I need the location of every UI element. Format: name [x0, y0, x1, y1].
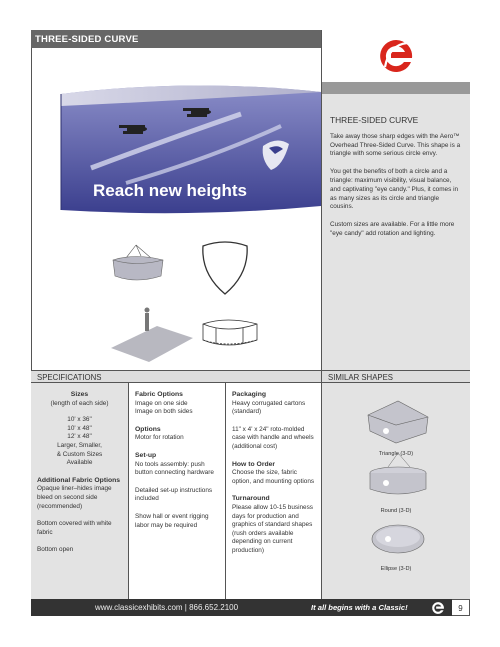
setup-text: No tools assembly: push button connecting hardware — [135, 460, 214, 477]
banner-text: Reach new heights — [93, 181, 247, 200]
additional-fabric-title: Additional Fabric Options — [37, 476, 121, 484]
scale-figure-thumbnail — [111, 308, 193, 363]
logo-box — [321, 30, 470, 82]
triangle-shape-thumbnail — [368, 401, 428, 443]
packaging-text: Heavy corrugated cartons (standard) — [232, 399, 306, 416]
shape-label: Round (3-D) — [380, 508, 412, 514]
size-item: Larger, Smaller, — [57, 441, 102, 449]
product-illustration — [31, 48, 321, 370]
packaging-title: Packaging — [232, 391, 266, 398]
size-item: Available — [66, 459, 93, 467]
page-title: THREE-SIDED CURVE — [31, 30, 321, 48]
spec-column-sizes — [31, 383, 128, 599]
footer-tagline: It all begins with a Classic! — [311, 603, 408, 612]
classic-e-logo-icon — [377, 37, 415, 75]
footer-bar — [31, 599, 452, 616]
wireframe-thumbnail — [203, 320, 257, 345]
setup-hall-text: Show hall or event rigging labor may be required — [135, 512, 209, 529]
size-item: 10' x 36" — [67, 416, 92, 424]
fabric-options-title: Fabric Options — [135, 391, 183, 398]
page-number: 9 — [452, 599, 470, 616]
size-item: 12' x 48" — [67, 433, 92, 441]
shape-label: Triangle (3-D) — [378, 451, 414, 457]
turnaround-text: Please allow 10-15 business days for production and graphics of standard shapes (rush orders available depending on current production) — [232, 503, 313, 554]
size-item: & Custom Sizes — [56, 450, 103, 458]
fabric-option: Image on one side — [135, 399, 188, 407]
setup-detail-text: Detailed set-up instructions included — [135, 486, 213, 503]
specifications-heading: SPECIFICATIONS — [31, 370, 321, 383]
ellipse-shape-thumbnail — [372, 525, 424, 553]
footer-site-link[interactable]: www.classicexhibits.com | 866.652.2100 — [95, 603, 239, 612]
options-text: Motor for rotation — [135, 434, 184, 442]
bottom-open-text: Bottom open — [37, 546, 74, 554]
description-paragraph: You get the benefits of both a circle and a triangle: maximum visibility, visual balance, and captivating "eye candy." Plus, it comes in as many sizes as its circle and triangle cousins. — [330, 168, 459, 211]
description-paragraph: Custom sizes are available. For a little more "eye candy" add rotation and lighting. — [330, 221, 455, 237]
sizes-title: Sizes — [70, 391, 89, 398]
turnaround-title: Turnaround — [232, 495, 270, 503]
size-item: 10' x 48" — [67, 424, 92, 432]
description-title: THREE-SIDED CURVE — [330, 115, 419, 125]
similar-shapes-illustrations — [328, 387, 465, 587]
shape-label: Ellipse (3-D) — [380, 566, 412, 572]
top-view-outline — [203, 242, 247, 294]
similar-shapes-panel — [321, 383, 470, 599]
spec-column-options — [128, 383, 225, 599]
header-strip — [321, 82, 470, 94]
packaging-case-text: 11" x 4' x 24" roto-molded case with handle and wheels (additional cost) — [232, 425, 314, 450]
sizes-subtitle: (length of each side) — [50, 399, 109, 407]
bottom-covered-text: Bottom covered with white fabric — [37, 520, 112, 536]
options-title: Options — [135, 425, 161, 433]
how-to-order-text: Choose the size, fabric option, and mounting options — [232, 469, 315, 485]
similar-shapes-heading: SIMILAR SHAPES — [321, 370, 470, 383]
description-panel — [321, 94, 470, 370]
classic-e-logo-icon — [431, 601, 445, 615]
fabric-option: Image on both sides — [135, 408, 193, 416]
additional-fabric-text: Opaque liner–hides image bleed on second side (recommended) — [37, 485, 112, 510]
setup-title: Set-up — [135, 451, 157, 459]
description-paragraph: Take away those sharp edges with the Aero™ Overhead Three-Sided Curve. This shape is a triangle with some serious circle envy. — [330, 132, 461, 158]
how-to-order-title: How to Order — [232, 460, 276, 468]
spec-column-ordering — [225, 383, 321, 599]
hanging-shape-thumbnail — [113, 245, 163, 280]
product-image-area — [31, 48, 321, 370]
round-shape-thumbnail — [370, 453, 426, 494]
